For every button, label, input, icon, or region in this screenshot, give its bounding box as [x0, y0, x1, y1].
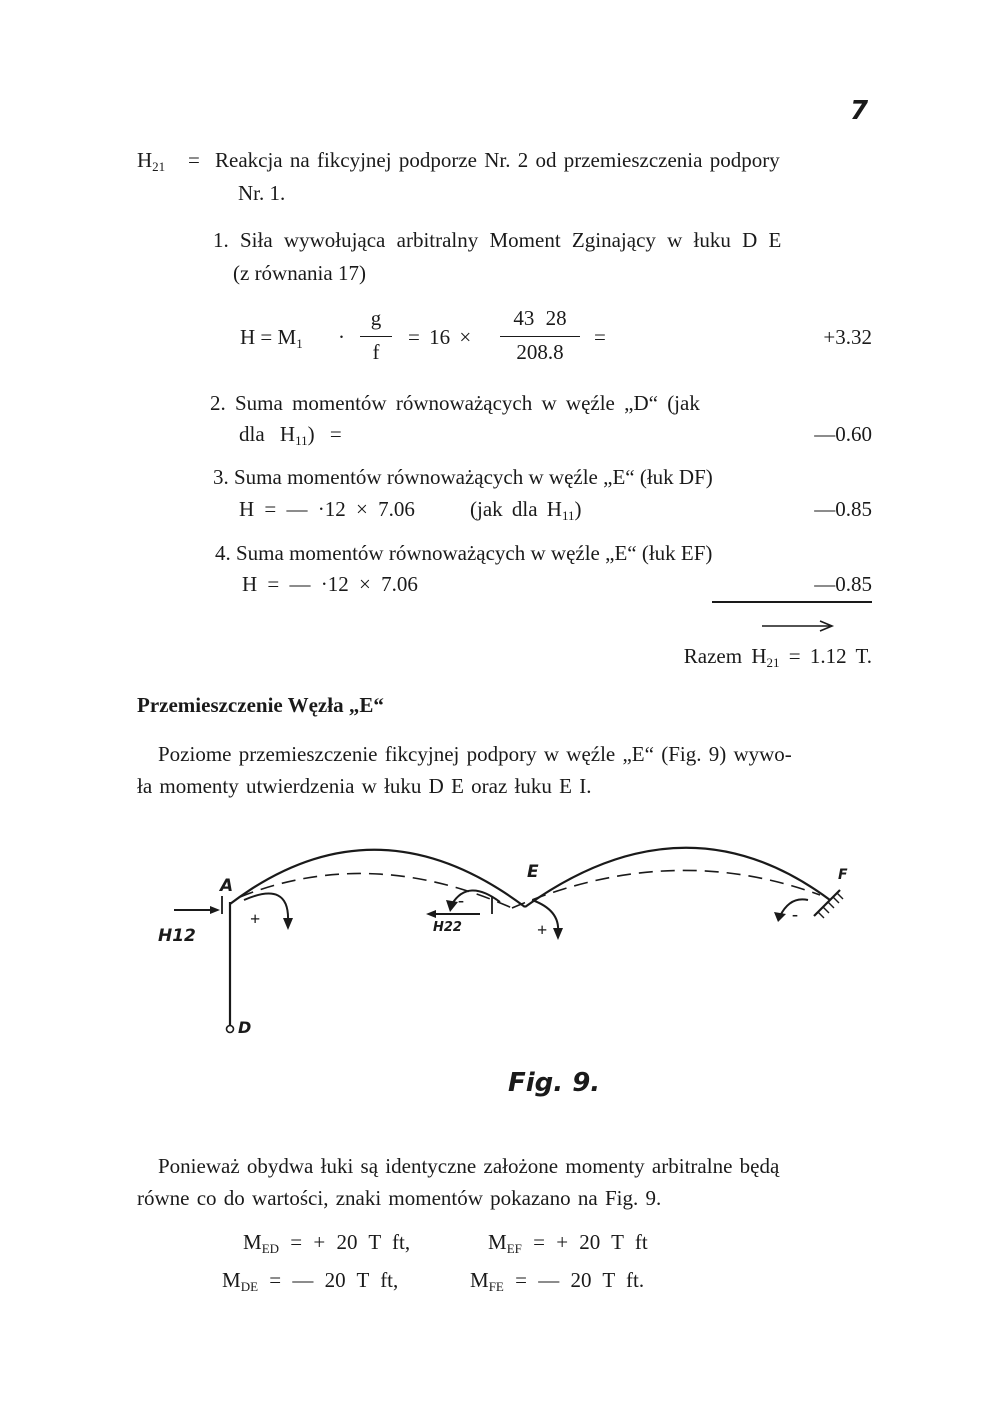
item1-line2: (z równania 17): [233, 261, 366, 285]
fig-sign-plus-e: +: [537, 920, 548, 940]
sum-rule: [712, 601, 872, 603]
fig-label-f: F: [838, 867, 848, 883]
formula1-num2: 43 28: [513, 306, 567, 330]
item2-line2: dla $H_{11}$) =: [239, 422, 342, 448]
formula1-fraction-line1: [360, 336, 392, 337]
para1-line1: Poziome przemieszczenie fikcyjnej podpory w węźle „E“ (Fig. 9) wywo-: [158, 742, 792, 766]
support-d: [227, 1026, 234, 1033]
formula1-num1: g: [370, 306, 382, 330]
item4-line2: H = — ·12 × 7.06: [242, 572, 418, 596]
para2-line2: równe co do wartości, znaki momentów pokazano na Fig. 9.: [137, 1186, 662, 1210]
para1-line2: ła momenty utwierdzenia w łuku D E oraz łuku E I.: [137, 774, 592, 798]
formula1-equals: =: [594, 325, 606, 349]
item2-line1: 2. Suma momentów równoważących w węźle „D“ (jak: [210, 391, 700, 415]
sum-arrow-icon: [760, 618, 840, 634]
figure-caption: Fig. 9.: [508, 1068, 601, 1098]
para2-line1: Ponieważ obydwa łuki są identyczne założone momenty arbitralne będą: [158, 1154, 780, 1178]
fig-sign-minus-f: -: [792, 904, 798, 924]
item3-note: (jak dla $H_{11}$): [470, 497, 582, 523]
arch-ef-solid: [525, 848, 830, 907]
formula1-den2: 208.8: [516, 340, 564, 364]
moment-m-ef: $M_{EF}$ = + 20 T ft: [488, 1230, 648, 1256]
section-heading: Przemieszczenie Węzła „E“: [137, 693, 384, 717]
formula1-lhs: $H = M_1$: [240, 325, 303, 351]
item4-value: —0.85: [814, 572, 872, 596]
fig-label-d: D: [238, 1018, 252, 1037]
formula1-mid: = 16 ×: [408, 325, 472, 349]
page-number: 7: [850, 96, 869, 126]
total-line: Razem $H_{21} = 1.12$ T.: [683, 644, 872, 670]
h21-definition-line1: Reakcja na fikcyjnej podporze Nr. 2 od przemieszczenia podpory: [215, 148, 780, 172]
fig-sign-plus-a: +: [250, 909, 261, 929]
h21-equals: =: [188, 148, 200, 172]
moment-m-ed: $M_{ED}$ = + 20 T ft,: [243, 1230, 411, 1256]
item3-line1: 3. Suma momentów równoważących w węźle „E“ (łuk DF): [213, 465, 713, 489]
moment-m-fe: $M_{FE}$ = — 20 T ft.: [470, 1268, 645, 1294]
h21-symbol: $H_{21}$: [137, 148, 166, 174]
formula1-fraction-line2: [500, 336, 580, 337]
item4-line1: 4. Suma momentów równoważących w węźle „E“ (łuk EF): [215, 541, 713, 565]
fig-label-a: A: [220, 876, 234, 896]
arch-ef-dashed: [512, 870, 820, 908]
formula1-dot: ·: [338, 325, 345, 349]
fig-label-e: E: [527, 862, 539, 882]
item1-line1: 1. Siła wywołująca arbitralny Moment Zginający w łuku D E: [213, 228, 782, 252]
formula1-den1: f: [372, 340, 380, 364]
moment-m-de: $M_{DE}$ = — 20 T ft,: [222, 1268, 399, 1294]
fig-sign-minus-e: -: [458, 890, 464, 910]
arch-de-solid: [230, 850, 525, 907]
support-f-hatch: [818, 893, 843, 918]
item3-line2: H = — ·12 × 7.06: [239, 497, 415, 521]
fig-label-h12: H12: [158, 926, 196, 946]
item2-value: —0.60: [814, 422, 872, 446]
item3-value: —0.85: [814, 497, 872, 521]
h21-definition-line2: Nr. 1.: [238, 181, 286, 205]
fig-label-h22: H22: [433, 920, 462, 935]
formula1-value: +3.32: [823, 325, 872, 349]
